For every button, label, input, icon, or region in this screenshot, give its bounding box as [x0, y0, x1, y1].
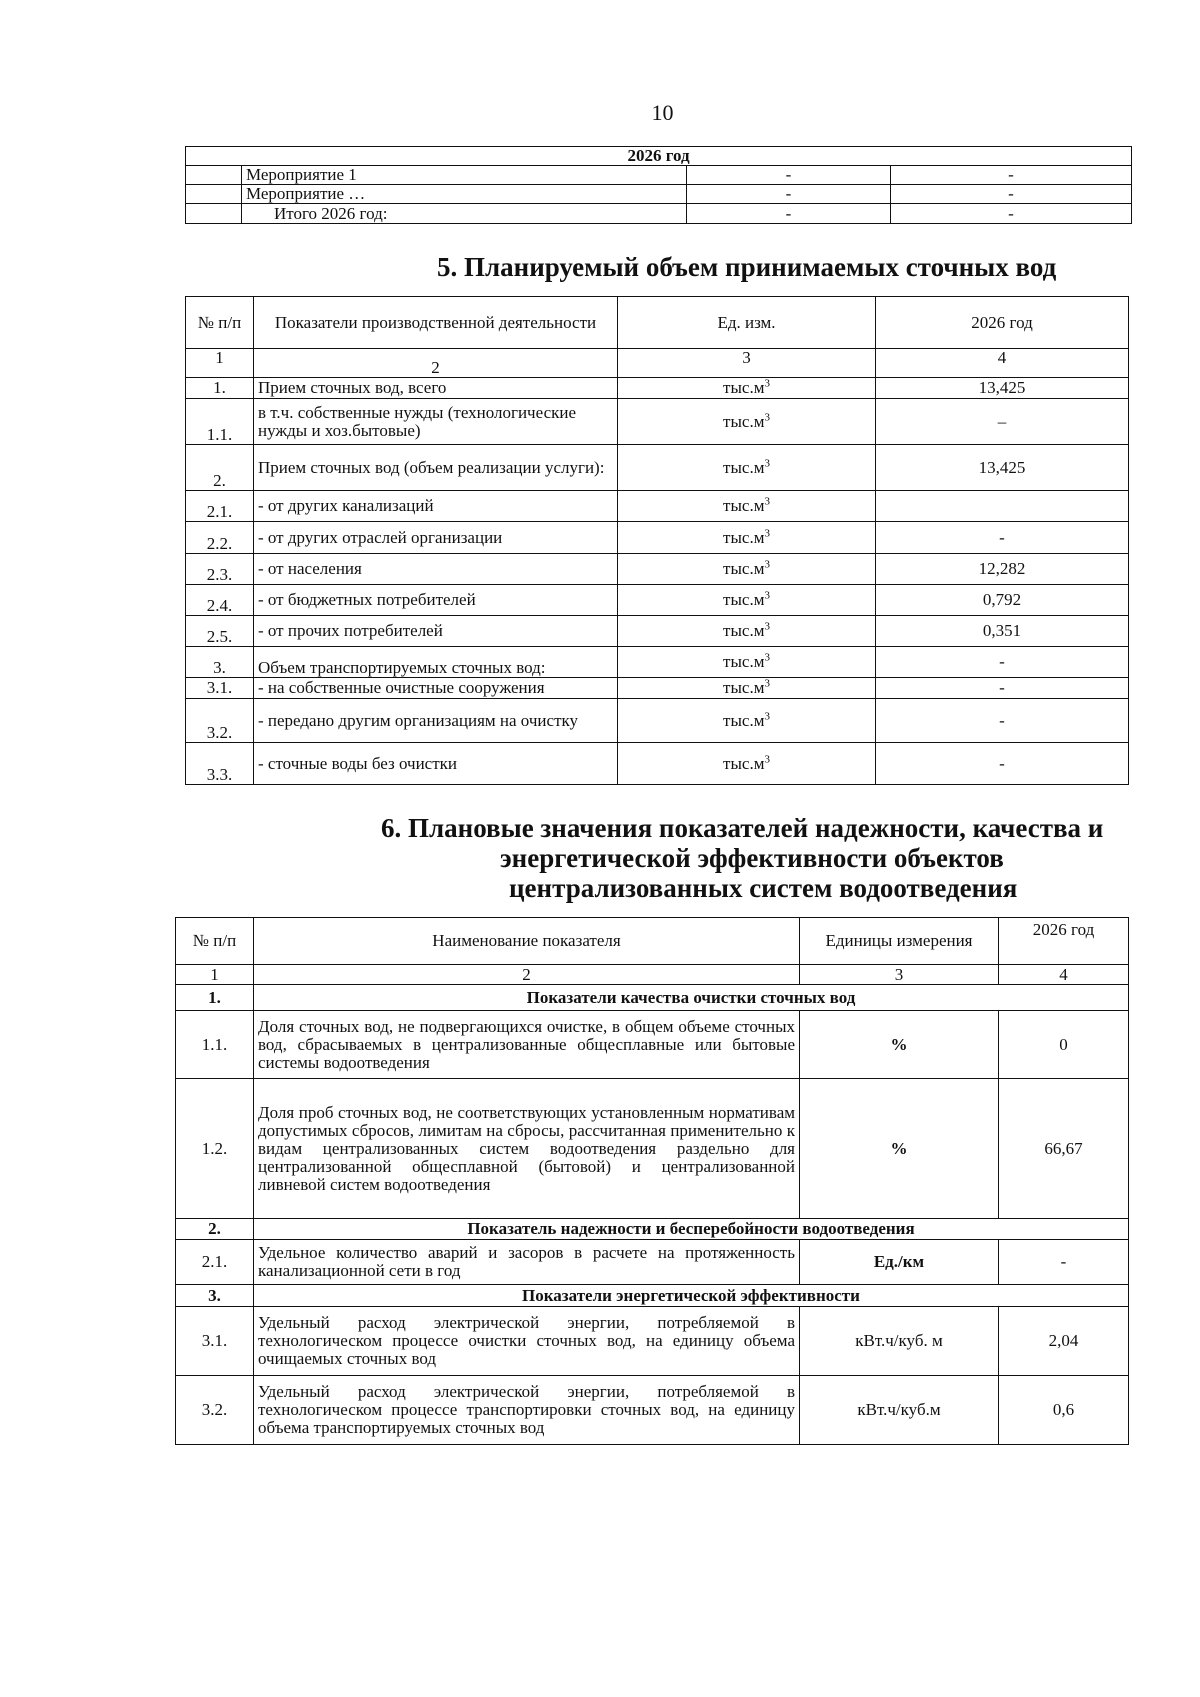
measure-name: Мероприятие 1	[242, 166, 687, 185]
row-value: -	[876, 678, 1129, 699]
table-row	[186, 491, 1129, 522]
row-num: 3.1.	[186, 678, 254, 699]
column-number: 1	[176, 965, 254, 985]
row-value: -	[876, 743, 1129, 785]
row-value: 0,6	[999, 1376, 1129, 1445]
page-number: 10	[651, 100, 674, 125]
row-value: -	[999, 1240, 1129, 1285]
row-num: 2.2.	[186, 522, 254, 554]
column-number: 1	[186, 349, 254, 378]
column-number: 3	[618, 349, 876, 378]
row-name: Удельный расход электрической энергии, потребляемой в технологическом процессе транспортировки сточных вод, на единицу объема транспортируемых сточных вод	[254, 1376, 800, 1445]
row-name: Прием сточных вод (объем реализации услуги):	[254, 445, 618, 491]
row-name: Прием сточных вод, всего	[254, 378, 618, 399]
group-header-row	[176, 1285, 1129, 1307]
group-num: 1.	[176, 985, 254, 1011]
row-value: -	[876, 647, 1129, 678]
row-num: 3.2.	[186, 699, 254, 743]
section-6-title-line-3: централизованных систем водоотведения	[509, 873, 1018, 903]
header-num: № п/п	[186, 297, 254, 349]
row-name: Объем транспортируемых сточных вод:	[254, 647, 618, 678]
row-value: -	[876, 522, 1129, 554]
row-num: 3.2.	[176, 1376, 254, 1445]
measure-total: Итого 2026 год:	[242, 204, 687, 224]
row-value: 0,351	[876, 616, 1129, 647]
header-num: № п/п	[176, 918, 254, 965]
row-value: 0	[999, 1011, 1129, 1079]
row-value: 66,67	[999, 1079, 1129, 1219]
indicators-table	[175, 917, 1129, 1445]
group-header-row	[176, 985, 1129, 1011]
year-header: 2026 год	[186, 147, 1132, 166]
row-name: - от населения	[254, 554, 618, 585]
row-unit: кВт.ч/куб.м	[800, 1376, 999, 1445]
measure-value: -	[891, 185, 1132, 204]
row-unit: %	[800, 1079, 999, 1219]
measure-value: -	[687, 204, 891, 224]
row-unit: $тыс.м^3$	[618, 743, 876, 785]
row-unit: кВт.ч/куб. м	[800, 1307, 999, 1376]
row-unit: $тыс.м^3$	[618, 445, 876, 491]
row-unit: $тыс.м^3$	[618, 647, 876, 678]
table-row	[186, 185, 1132, 204]
row-num: 2.1.	[176, 1240, 254, 1285]
table-row	[176, 1240, 1129, 1285]
row-unit: $тыс.м^3$	[618, 399, 876, 445]
table-row	[176, 1011, 1129, 1079]
row-name: Доля проб сточных вод, не соответствующих установленным нормативам допустимых сбросов, лимитам на сбросы, рассчитанная применительно к видам централизованных систем водоотведения раздельно для централизованной общесплавной (бытовой) и централизованной ливневой систем водоотведения	[254, 1079, 800, 1219]
header-year: 2026 год	[999, 918, 1129, 965]
row-unit: $тыс.м^3$	[618, 616, 876, 647]
row-name: Доля сточных вод, не подвергающихся очистке, в общем объеме сточных вод, сбрасываемых в централизованные общесплавные или бытовые системы водоотведения	[254, 1011, 800, 1079]
table-row	[186, 522, 1129, 554]
row-value: 2,04	[999, 1307, 1129, 1376]
header-name: Показатели производственной деятельности	[254, 297, 618, 349]
row-num: 3.1.	[176, 1307, 254, 1376]
column-number: 4	[876, 349, 1129, 378]
row-unit: $тыс.м^3$	[618, 585, 876, 616]
row-name: - сточные воды без очистки	[254, 743, 618, 785]
row-num: 2.1.	[186, 491, 254, 522]
group-title: Показатели энергетической эффективности	[254, 1285, 1129, 1307]
row-num: 1.2.	[176, 1079, 254, 1219]
group-title: Показатели качества очистки сточных вод	[254, 985, 1129, 1011]
row-unit: Ед./км	[800, 1240, 999, 1285]
section-6-title-line-1: 6. Плановые значения показателей надежности, качества и	[381, 813, 1104, 843]
section-5-title: 5. Планируемый объем принимаемых сточных вод	[437, 252, 1057, 282]
row-value	[876, 491, 1129, 522]
measure-value: -	[891, 204, 1132, 224]
row-num: 2.	[186, 445, 254, 491]
row-num: 3.	[186, 647, 254, 678]
header-unit: Единицы измерения	[800, 918, 999, 965]
row-unit: $тыс.м^3$	[618, 678, 876, 699]
row-value: 13,425	[876, 378, 1129, 399]
row-name: - от других канализаций	[254, 491, 618, 522]
row-num: 1.1.	[176, 1011, 254, 1079]
table-row	[186, 399, 1129, 445]
column-number: 4	[999, 965, 1129, 985]
row-name: Удельный расход электрической энергии, потребляемой в технологическом процессе очистки сточных вод, на единицу объема очищаемых сточных вод	[254, 1307, 800, 1376]
group-header-row	[176, 1219, 1129, 1240]
row-unit: $тыс.м^3$	[618, 522, 876, 554]
row-value: 13,425	[876, 445, 1129, 491]
table-row	[186, 647, 1129, 678]
measure-value: -	[891, 166, 1132, 185]
column-number: 3	[800, 965, 999, 985]
table-row	[186, 554, 1129, 585]
row-value: 0,792	[876, 585, 1129, 616]
row-num: 2.5.	[186, 616, 254, 647]
row-unit: %	[800, 1011, 999, 1079]
table-row	[186, 166, 1132, 185]
row-num: 2.4.	[186, 585, 254, 616]
wastewater-volume-table	[185, 296, 1129, 785]
row-unit: $тыс.м^3$	[618, 554, 876, 585]
row-num: 1.1.	[186, 399, 254, 445]
row-name: Удельное количество аварий и засоров в расчете на протяженность канализационной сети в год	[254, 1240, 800, 1285]
row-value: -	[876, 699, 1129, 743]
row-name: - на собственные очистные сооружения	[254, 678, 618, 699]
measures-table	[185, 146, 1132, 224]
table-row	[176, 1376, 1129, 1445]
row-value: 12,282	[876, 554, 1129, 585]
table-row	[176, 1079, 1129, 1219]
row-name: - от прочих потребителей	[254, 616, 618, 647]
table-row	[186, 585, 1129, 616]
group-num: 3.	[176, 1285, 254, 1307]
row-name: - от бюджетных потребителей	[254, 585, 618, 616]
table-row	[186, 699, 1129, 743]
section-6-title-line-2: энергетической эффективности объектов	[500, 843, 1004, 873]
header-name: Наименование показателя	[254, 918, 800, 965]
row-name: - передано другим организациям на очистку	[254, 699, 618, 743]
table-row	[186, 378, 1129, 399]
row-name: в т.ч. собственные нужды (технологические нужды и хоз.бытовые)	[254, 399, 618, 445]
header-year: 2026 год	[876, 297, 1129, 349]
column-number: 2	[254, 965, 800, 985]
group-title: Показатель надежности и бесперебойности водоотведения	[254, 1219, 1129, 1240]
row-num: 1.	[186, 378, 254, 399]
row-value: –	[876, 399, 1129, 445]
table-row	[186, 743, 1129, 785]
measure-value: -	[687, 166, 891, 185]
row-unit: $тыс.м^3$	[618, 491, 876, 522]
row-unit: $тыс.м^3$	[618, 699, 876, 743]
table-row	[176, 1307, 1129, 1376]
header-unit: Ед. изм.	[618, 297, 876, 349]
table-row	[186, 616, 1129, 647]
row-name: - от других отраслей организации	[254, 522, 618, 554]
table-row	[186, 678, 1129, 699]
table-row	[186, 204, 1132, 224]
column-number: 2	[254, 349, 618, 378]
group-num: 2.	[176, 1219, 254, 1240]
measure-value: -	[687, 185, 891, 204]
row-num: 3.3.	[186, 743, 254, 785]
table-row	[186, 445, 1129, 491]
row-unit: $тыс.м^3$	[618, 378, 876, 399]
measure-name: Мероприятие …	[242, 185, 687, 204]
row-num: 2.3.	[186, 554, 254, 585]
